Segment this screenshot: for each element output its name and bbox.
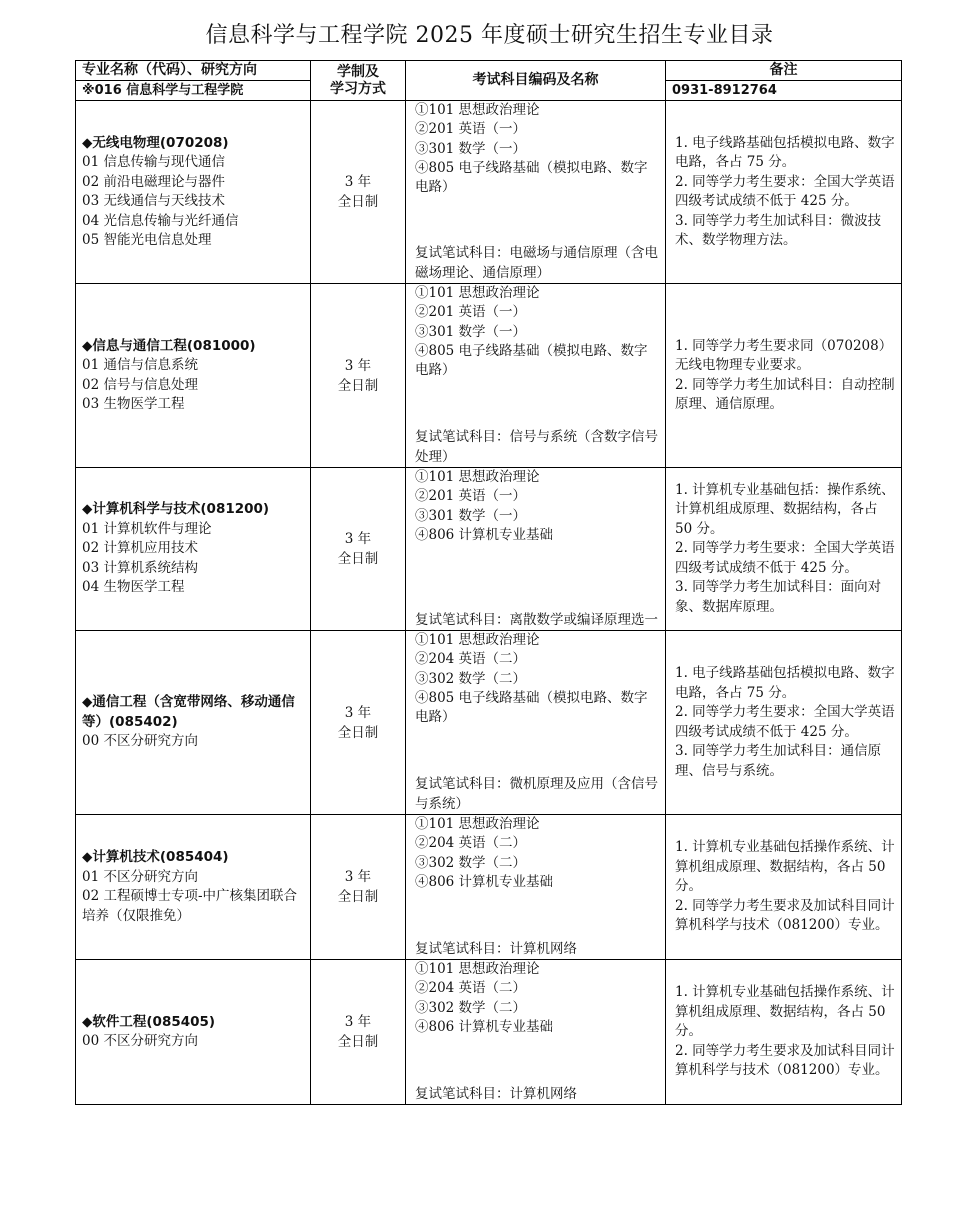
research-direction: 02 工程硕博士专项-中广核集团联合培养（仅限推免）	[82, 888, 298, 924]
table-header-row	[76, 61, 902, 81]
exam-subject: ②201 英语（一）	[415, 488, 527, 505]
research-direction: 03 生物医学工程	[82, 396, 185, 412]
exam-subjects	[415, 468, 661, 545]
header-mode-line2: 学习方式	[330, 80, 386, 97]
note-item: 1. 计算机专业基础包括操作系统、计算机组成原理、数据结构，各占 50 分。	[675, 839, 895, 895]
research-direction: 00 不区分研究方向	[82, 1033, 198, 1049]
note-item: 2. 同等学力考生要求：全国大学英语四级考试成绩不低于 425 分。	[675, 540, 895, 576]
table-row	[76, 101, 902, 284]
study-mode: 全日制	[337, 377, 379, 394]
header-mode	[311, 61, 406, 101]
exam-subjects	[415, 631, 661, 727]
exam-subject: ③301 数学（一）	[415, 323, 527, 340]
study-mode: 全日制	[337, 724, 379, 741]
note-item: 1. 计算机专业基础包括操作系统、计算机组成原理、数据结构，各占 50 分。	[675, 984, 895, 1040]
exam-subject: ③302 数学（二）	[415, 854, 527, 871]
notes-cell	[666, 284, 902, 468]
exam-subject: ③301 数学（一）	[415, 507, 527, 524]
notes-cell	[666, 960, 902, 1105]
major-cell	[76, 101, 311, 284]
header-major: 专业名称（代码）、研究方向	[76, 61, 311, 81]
note-item: 2. 同等学力考生加试科目：自动控制原理、通信原理。	[675, 376, 895, 412]
table-row	[76, 284, 902, 468]
study-mode-cell	[311, 468, 406, 631]
exam-cell	[406, 284, 666, 468]
research-direction: 03 无线通信与天线技术	[82, 193, 225, 209]
study-mode-cell	[311, 631, 406, 815]
major-name: ◆无线电物理(070208)	[82, 134, 229, 151]
page-title: 信息科学与工程学院 2025 年度硕士研究生招生专业目录	[205, 23, 774, 48]
retest-subject: 复试笔试科目：计算机网络	[415, 940, 577, 957]
retest-subject: 复试笔试科目：计算机网络	[415, 1085, 577, 1102]
research-direction: 00 不区分研究方向	[82, 733, 198, 750]
exam-cell	[406, 631, 666, 815]
major-cell	[76, 284, 311, 468]
notes-cell	[666, 101, 902, 284]
table-row	[76, 468, 902, 631]
exam-subject: ①101 思想政治理论	[415, 632, 540, 648]
retest-subject: 复试笔试科目：离散数学或编译原理选一	[415, 611, 658, 628]
note-item: 1. 电子线路基础包括模拟电路、数字电路，各占 75 分。	[675, 134, 895, 170]
note-item: 2. 同等学力考生要求及加试科目同计算机科学与技术（081200）专业。	[675, 1042, 895, 1079]
study-mode-cell	[311, 815, 406, 960]
retest-subject: 复试笔试科目：信号与系统（含数字信号处理）	[415, 429, 658, 465]
exam-subject: ④806 计算机专业基础	[415, 1018, 554, 1035]
research-direction: 01 通信与信息系统	[82, 357, 198, 373]
major-name: ◆通信工程（含宽带网络、移动通信等）(085402)	[82, 694, 295, 730]
major-name: ◆信息与通信工程(081000)	[82, 337, 256, 354]
duration: 3 年	[344, 704, 372, 721]
exam-subject: ①101 思想政治理论	[415, 285, 540, 301]
exam-subject: ①101 思想政治理论	[415, 961, 540, 977]
note-item: 2. 同等学力考生要求：全国大学英语四级考试成绩不低于 425 分。	[675, 173, 895, 209]
research-direction: 03 计算机系统结构	[82, 559, 198, 576]
note-item: 1. 计算机专业基础包括：操作系统、计算机组成原理、数据结构，各占 50 分。	[675, 481, 895, 537]
study-mode-cell	[311, 284, 406, 468]
research-direction: 02 计算机应用技术	[82, 540, 198, 557]
exam-subject: ③302 数学（二）	[415, 670, 527, 687]
major-name: ◆软件工程(085405)	[82, 1013, 216, 1030]
research-direction: 04 光信息传输与光纤通信	[82, 212, 239, 229]
header-notes: 备注	[666, 61, 902, 81]
research-direction: 01 计算机软件与理论	[82, 520, 212, 537]
study-mode-cell	[311, 101, 406, 284]
retest-subject: 复试笔试科目：微机原理及应用（含信号与系统）	[415, 776, 658, 812]
exam-subject: ④805 电子线路基础（模拟电路、数字电路）	[415, 342, 648, 379]
header-exam: 考试科目编码及名称	[406, 61, 666, 101]
note-item: 2. 同等学力考生要求：全国大学英语四级考试成绩不低于 425 分。	[675, 704, 895, 740]
school-name: ※016 信息科学与工程学院	[76, 81, 311, 101]
exam-subjects	[415, 960, 661, 1037]
study-mode: 全日制	[337, 889, 379, 905]
major-name: ◆计算机科学与技术(081200)	[82, 501, 270, 518]
exam-subjects	[415, 284, 661, 380]
exam-subject: ②204 英语（二）	[415, 980, 527, 997]
research-direction: 02 信号与信息处理	[82, 376, 198, 393]
exam-cell	[406, 101, 666, 284]
exam-subject: ④805 电子线路基础（模拟电路、数字电路）	[415, 159, 648, 196]
duration: 3 年	[344, 869, 372, 885]
table-row	[76, 815, 902, 960]
notes-cell	[666, 468, 902, 631]
exam-subjects	[415, 815, 661, 892]
major-cell	[76, 631, 311, 815]
major-name: ◆计算机技术(085404)	[82, 849, 229, 865]
exam-cell	[406, 815, 666, 960]
table-row	[76, 960, 902, 1105]
research-direction: 04 生物医学工程	[82, 579, 185, 596]
exam-cell	[406, 960, 666, 1105]
note-item: 1. 电子线路基础包括模拟电路、数字电路，各占 75 分。	[675, 665, 895, 701]
retest-subject: 复试笔试科目：电磁场与通信原理（含电磁场理论、通信原理）	[415, 245, 658, 281]
exam-subject: ③302 数学（二）	[415, 999, 527, 1016]
research-direction: 05 智能光电信息处理	[82, 232, 212, 248]
major-cell	[76, 468, 311, 631]
research-direction: 01 信息传输与现代通信	[82, 154, 225, 170]
study-mode-cell	[311, 960, 406, 1105]
research-direction: 01 不区分研究方向	[82, 868, 198, 885]
exam-subject: ②204 英语（二）	[415, 651, 527, 668]
exam-cell	[406, 468, 666, 631]
exam-subject: ①101 思想政治理论	[415, 816, 540, 832]
duration: 3 年	[344, 174, 372, 190]
study-mode: 全日制	[337, 194, 379, 210]
exam-subject: ①101 思想政治理论	[415, 469, 540, 485]
table-row	[76, 631, 902, 815]
exam-subject: ④806 计算机专业基础	[415, 526, 554, 543]
exam-subject: ④805 电子线路基础（模拟电路、数字电路）	[415, 689, 648, 726]
exam-subject: ③301 数学（一）	[415, 140, 527, 157]
exam-subject: ②201 英语（一）	[415, 121, 527, 138]
research-direction: 02 前沿电磁理论与器件	[82, 173, 225, 190]
exam-subject: ①101 思想政治理论	[415, 102, 540, 118]
duration: 3 年	[344, 531, 372, 547]
note-item: 3. 同等学力考生加试科目：面向对象、数据库原理。	[675, 579, 882, 615]
note-item: 3. 同等学力考生加试科目：微波技术、数学物理方法。	[675, 212, 882, 248]
major-cell	[76, 960, 311, 1105]
header-mode-line1: 学制及	[337, 63, 379, 80]
note-item: 3. 同等学力考生加试科目：通信原理、信号与系统。	[675, 743, 882, 779]
exam-subjects	[415, 101, 661, 197]
school-phone: 0931-8912764	[666, 81, 902, 101]
note-item: 1. 同等学力考生要求同（070208）无线电物理专业要求。	[675, 337, 893, 373]
notes-cell	[666, 815, 902, 960]
duration: 3 年	[344, 1014, 372, 1030]
exam-subject: ②201 英语（一）	[415, 304, 527, 321]
exam-subject: ④806 计算机专业基础	[415, 873, 554, 890]
notes-cell	[666, 631, 902, 815]
exam-subject: ②204 英语（二）	[415, 835, 527, 852]
major-cell	[76, 815, 311, 960]
note-item: 2. 同等学力考生要求及加试科目同计算机科学与技术（081200）专业。	[675, 897, 895, 934]
major-catalog-table	[75, 60, 902, 1105]
duration: 3 年	[344, 357, 372, 374]
study-mode: 全日制	[337, 1034, 379, 1050]
study-mode: 全日制	[337, 551, 379, 567]
